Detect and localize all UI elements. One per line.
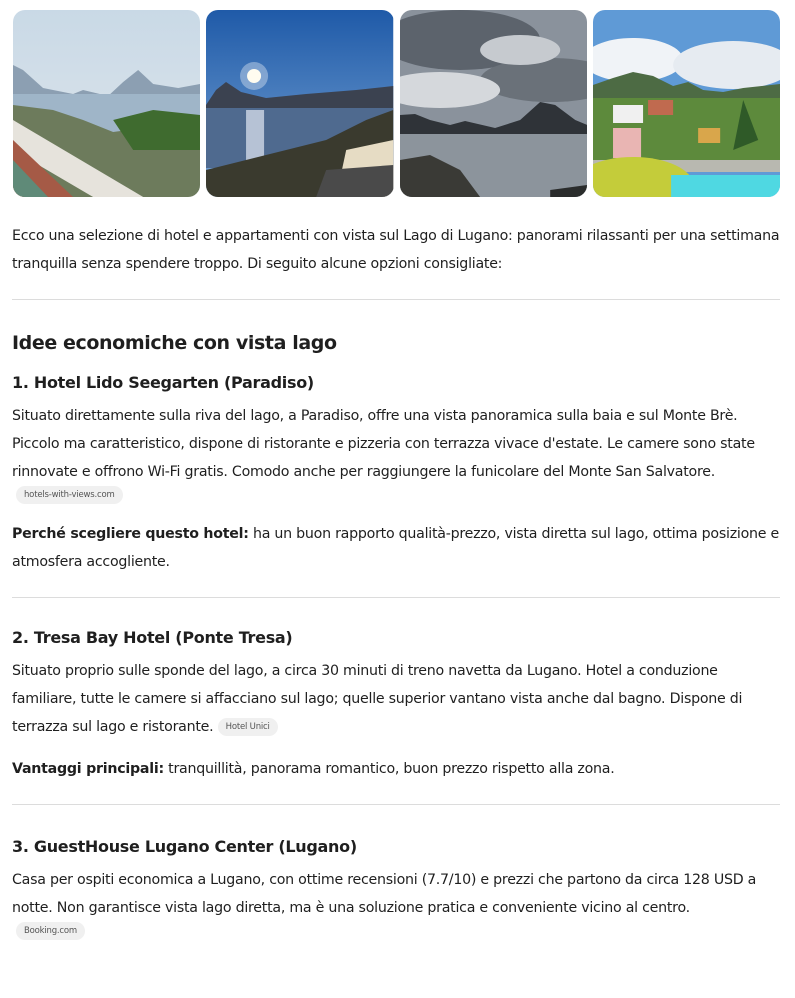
gallery-image-3[interactable] <box>400 10 587 197</box>
response-content <box>12 222 780 942</box>
source-chip[interactable]: hotels-with-views.com <box>16 486 123 504</box>
source-chip[interactable]: Booking.com <box>16 922 85 940</box>
divider <box>12 299 780 300</box>
gallery-image-4[interactable] <box>593 10 780 197</box>
hotel-entry-1 <box>12 371 780 576</box>
hotel-description: Situato proprio sulle sponde del lago, a circa 30 minuti di treno navetta da Lugano. Hotel a conduzione familiare, tutte le camere si affacciano sul lago; quelle superior vantano vista anche dal bagno. Dispone di terrazza sul lago e ristorante. <box>12 663 743 735</box>
section-heading: Idee economiche con vista lago <box>12 332 337 354</box>
note-text: tranquillità, panorama romantico, buon prezzo rispetto alla zona. <box>163 761 615 777</box>
hotel-note <box>12 520 780 576</box>
note-label: Vantaggi principali: <box>12 761 164 777</box>
divider <box>12 804 780 805</box>
hotel-entry-2 <box>12 626 780 783</box>
hotel-title: 1. Hotel Lido Seegarten (Paradiso) <box>12 373 314 392</box>
hotel-description-wrap <box>12 657 780 741</box>
source-chip[interactable]: Hotel Unici <box>218 718 278 736</box>
gallery-image-2[interactable] <box>206 10 393 197</box>
image-gallery <box>13 10 780 197</box>
note-text: ha un buon rapporto qualità-prezzo, vista diretta sul lago, ottima posizione e atmosfera accogliente. <box>12 526 779 570</box>
hotel-description: Casa per ospiti economica a Lugano, con ottime recensioni (7.7/10) e prezzi che partono da circa 128 USD a notte. Non garantisce vista lago diretta, ma è una soluzione pratica e conveniente vicino al centro. <box>12 872 757 916</box>
divider <box>12 597 780 598</box>
gallery-image-1[interactable] <box>13 10 200 197</box>
hotel-title: 3. GuestHouse Lugano Center (Lugano) <box>12 837 357 856</box>
note-label: Perché scegliere questo hotel: <box>12 526 249 542</box>
hotel-entry-3 <box>12 835 780 942</box>
hotel-description: Situato direttamente sulla riva del lago, a Paradiso, offre una vista panoramica sulla baia e sul Monte Brè. Piccolo ma caratteristico, dispone di ristorante e pizzeria con terrazza vivace d'estate. Le camere sono state rinnovate e offrono Wi-Fi gratis. Comodo anche per raggiungere la funicolare del Monte San Salvatore. <box>12 408 755 480</box>
hotel-title: 2. Tresa Bay Hotel (Ponte Tresa) <box>12 628 293 647</box>
intro-text: Ecco una selezione di hotel e appartamenti con vista sul Lago di Lugano: panorami rilassanti per una settimana tranquilla senza spendere troppo. Di seguito alcune opzioni consigliate: <box>12 228 780 272</box>
hotel-note <box>12 755 780 783</box>
